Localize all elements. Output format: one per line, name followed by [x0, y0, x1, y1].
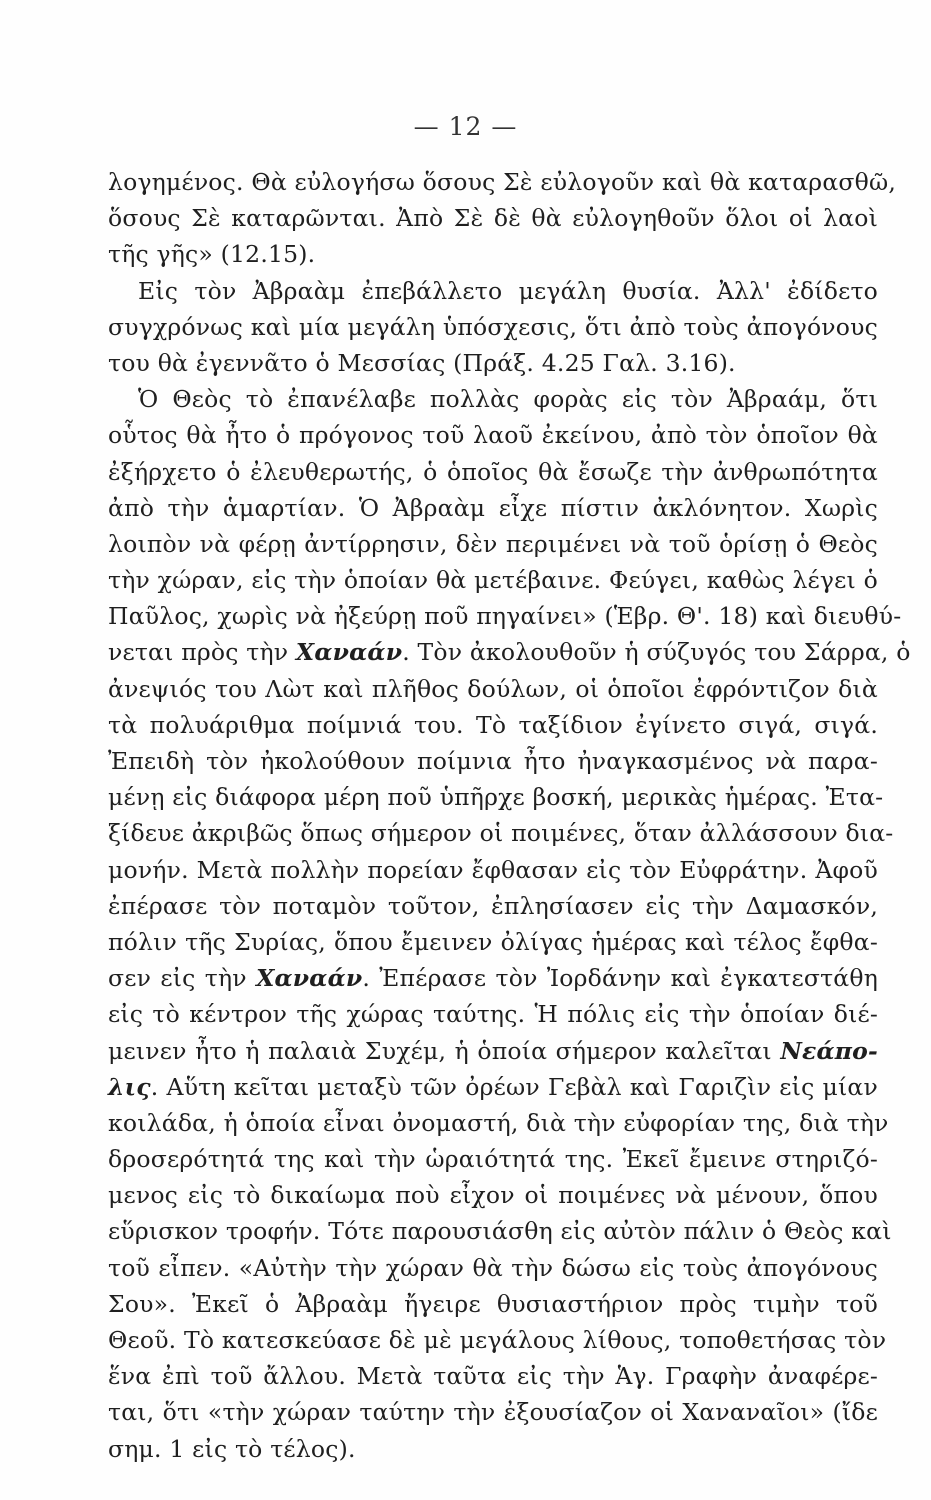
emphasis-place-name: Χαναάν — [295, 638, 403, 667]
text-line: τῆς γῆς» (12.15). — [108, 240, 316, 269]
emphasis-place-name: Χαναάν — [256, 964, 363, 993]
text-line: κοιλάδα, ἡ ὁποία εἶναι ὀνομαστή, διὰ τὴν εὐφορίαν της, διὰ τὴν — [108, 1108, 889, 1137]
text-line: Εἰς τὸν Ἀβραὰμ ἐπεβάλλετο μεγάλη θυσία. Ἀλλ' ἐδίδετο — [138, 276, 878, 305]
text-line: ἐπέρασε τὸν ποταμὸν τοῦτον, ἐπλησίασεν εἰς τὴν Δαμασκόν, — [108, 891, 878, 920]
body-text — [108, 164, 911, 1467]
text-line: συγχρόνως καὶ μία μεγάλη ὑπόσχεσις, ὅτι ἀπὸ τοὺς ἀπογόνους — [108, 312, 878, 341]
text-line: ἀνεψιός του Λὼτ καὶ πλῆθος δούλων, οἱ ὁποῖοι ἐφρόντιζον διὰ — [108, 674, 878, 703]
text-line: ξίδευε ἀκριβῶς ὅπως σήμερον οἱ ποιμένες, ὅταν ἀλλάσσουν δια- — [108, 819, 894, 848]
text-line: Παῦλος, χωρὶς νὰ ἠξεύρῃ ποῦ πηγαίνει» (Ἑβρ. Θ'. 18) καὶ διευθύ- — [108, 602, 902, 631]
text-line: δροσερότητά της καὶ τὴν ὡραιότητά της. Ἐκεῖ ἔμεινε στηριζό- — [108, 1145, 878, 1174]
text-line: μονήν. Μετὰ πολλὴν πορείαν ἔφθασαν εἰς τὸν Εὐφράτην. Ἀφοῦ — [108, 855, 878, 884]
text-line: λογημένος. Θὰ εὐλογήσω ὅσους Σὲ εὐλογοῦν καὶ θὰ καταρασθῶ, — [108, 168, 897, 196]
text-line: σημ. 1 εἰς τὸ τέλος). — [108, 1434, 356, 1463]
text-line: ἕνα ἐπὶ τοῦ ἄλλου. Μετὰ ταῦτα εἰς τὴν Ἁγ. Γραφὴν ἀναφέρε- — [108, 1362, 878, 1391]
text-line: Θεοῦ. Τὸ κατεσκεύασε δὲ μὲ μεγάλους λίθους, τοποθετήσας τὸν — [108, 1326, 887, 1354]
text-line: του θὰ ἐγεννᾶτο ὁ Μεσσίας (Πράξ. 4.25 Γαλ. 3.16). — [108, 348, 736, 377]
text-line: τοῦ εἶπεν. «Αὐτὴν τὴν χώραν θὰ τὴν δώσω εἰς τοὺς ἀπογόνους — [108, 1253, 878, 1282]
text-line: μενος εἰς τὸ δικαίωμα ποὺ εἶχον οἱ ποιμένες νὰ μένουν, ὅπου — [108, 1181, 878, 1210]
text-line: τὰ πολυάριθμα ποίμνιά του. Τὸ ταξίδιον ἐγίνετο σιγά, σιγά. — [108, 710, 878, 739]
emphasis-place-name: Νεάπο- — [780, 1036, 879, 1065]
text-line: μένῃ εἰς διάφορα μέρη ποῦ ὑπῆρχε βοσκή, μερικὰς ἡμέρας. Ἐτα- — [108, 783, 884, 812]
text-line: οὗτος θὰ ἦτο ὁ πρόγονος τοῦ λαοῦ ἐκείνου, ἀπὸ τὸν ὁποῖον θὰ — [108, 421, 878, 450]
text-line: λις. Αὕτη κεῖται μεταξὺ τῶν ὀρέων Γεβὰλ καὶ Γαριζὶν εἰς μίαν — [108, 1072, 878, 1101]
text-line: ἐξήρχετο ὁ ἐλευθερωτής, ὁ ὁποῖος θὰ ἔσωζε τὴν ἀνθρωπότητα — [108, 457, 878, 486]
text-line: Ἐπειδὴ τὸν ἠκολούθουν ποίμνια ἦτο ἠναγκασμένος νὰ παρα- — [108, 747, 878, 775]
text-line: μεινεν ἦτο ἡ παλαιὰ Συχέμ, ἡ ὁποία σήμερον καλεῖται Νεάπο- — [108, 1036, 879, 1065]
page-number: — 12 — — [413, 112, 518, 141]
text-line: ὅσους Σὲ καταρῶνται. Ἀπὸ Σὲ δὲ θὰ εὐλογηθοῦν ὅλοι οἱ λαοὶ — [108, 204, 878, 233]
text-line: ἀπὸ τὴν ἁμαρτίαν. Ὁ Ἀβραὰμ εἶχε πίστιν ἀκλόνητον. Χωρὶς — [108, 493, 878, 522]
emphasis-place-name: λις — [108, 1072, 151, 1101]
text-line: πόλιν τῆς Συρίας, ὅπου ἔμεινεν ὀλίγας ἡμέρας καὶ τέλος ἔφθα- — [108, 927, 878, 956]
text-line: εὕρισκον τροφήν. Τότε παρουσιάσθη εἰς αὐτὸν πάλιν ὁ Θεὸς καὶ — [108, 1217, 892, 1246]
text-line: ται, ὅτι «τὴν χώραν ταύτην τὴν ἐξουσίαζον οἱ Χαναναῖοι» (ἴδε — [108, 1398, 878, 1427]
text-line: νεται πρὸς τὴν Χαναάν. Τὸν ἀκολουθοῦν ἡ σύζυγός του Σάρρα, ὁ — [108, 638, 911, 667]
text-line: σεν εἰς τὴν Χαναάν. Ἐπέρασε τὸν Ἰορδάνην καὶ ἐγκατεστάθη — [108, 964, 878, 993]
text-line: τὴν χώραν, εἰς τὴν ὁποίαν θὰ μετέβαινε. Φεύγει, καθὼς λέγει ὁ — [108, 566, 878, 595]
text-line: λοιπὸν νὰ φέρῃ ἀντίρρησιν, δὲν περιμένει νὰ τοῦ ὁρίσῃ ὁ Θεὸς — [108, 529, 878, 558]
text-line: Ὁ Θεὸς τὸ ἐπανέλαβε πολλὰς φορὰς εἰς τὸν Ἀβραάμ, ὅτι — [138, 385, 878, 414]
text-line: Σου». Ἐκεῖ ὁ Ἀβραὰμ ἤγειρε θυσιαστήριον πρὸς τιμὴν τοῦ — [108, 1289, 878, 1318]
text-line: εἰς τὸ κέντρον τῆς χώρας ταύτης. Ἡ πόλις εἰς τὴν ὁποίαν διέ- — [108, 1000, 878, 1029]
